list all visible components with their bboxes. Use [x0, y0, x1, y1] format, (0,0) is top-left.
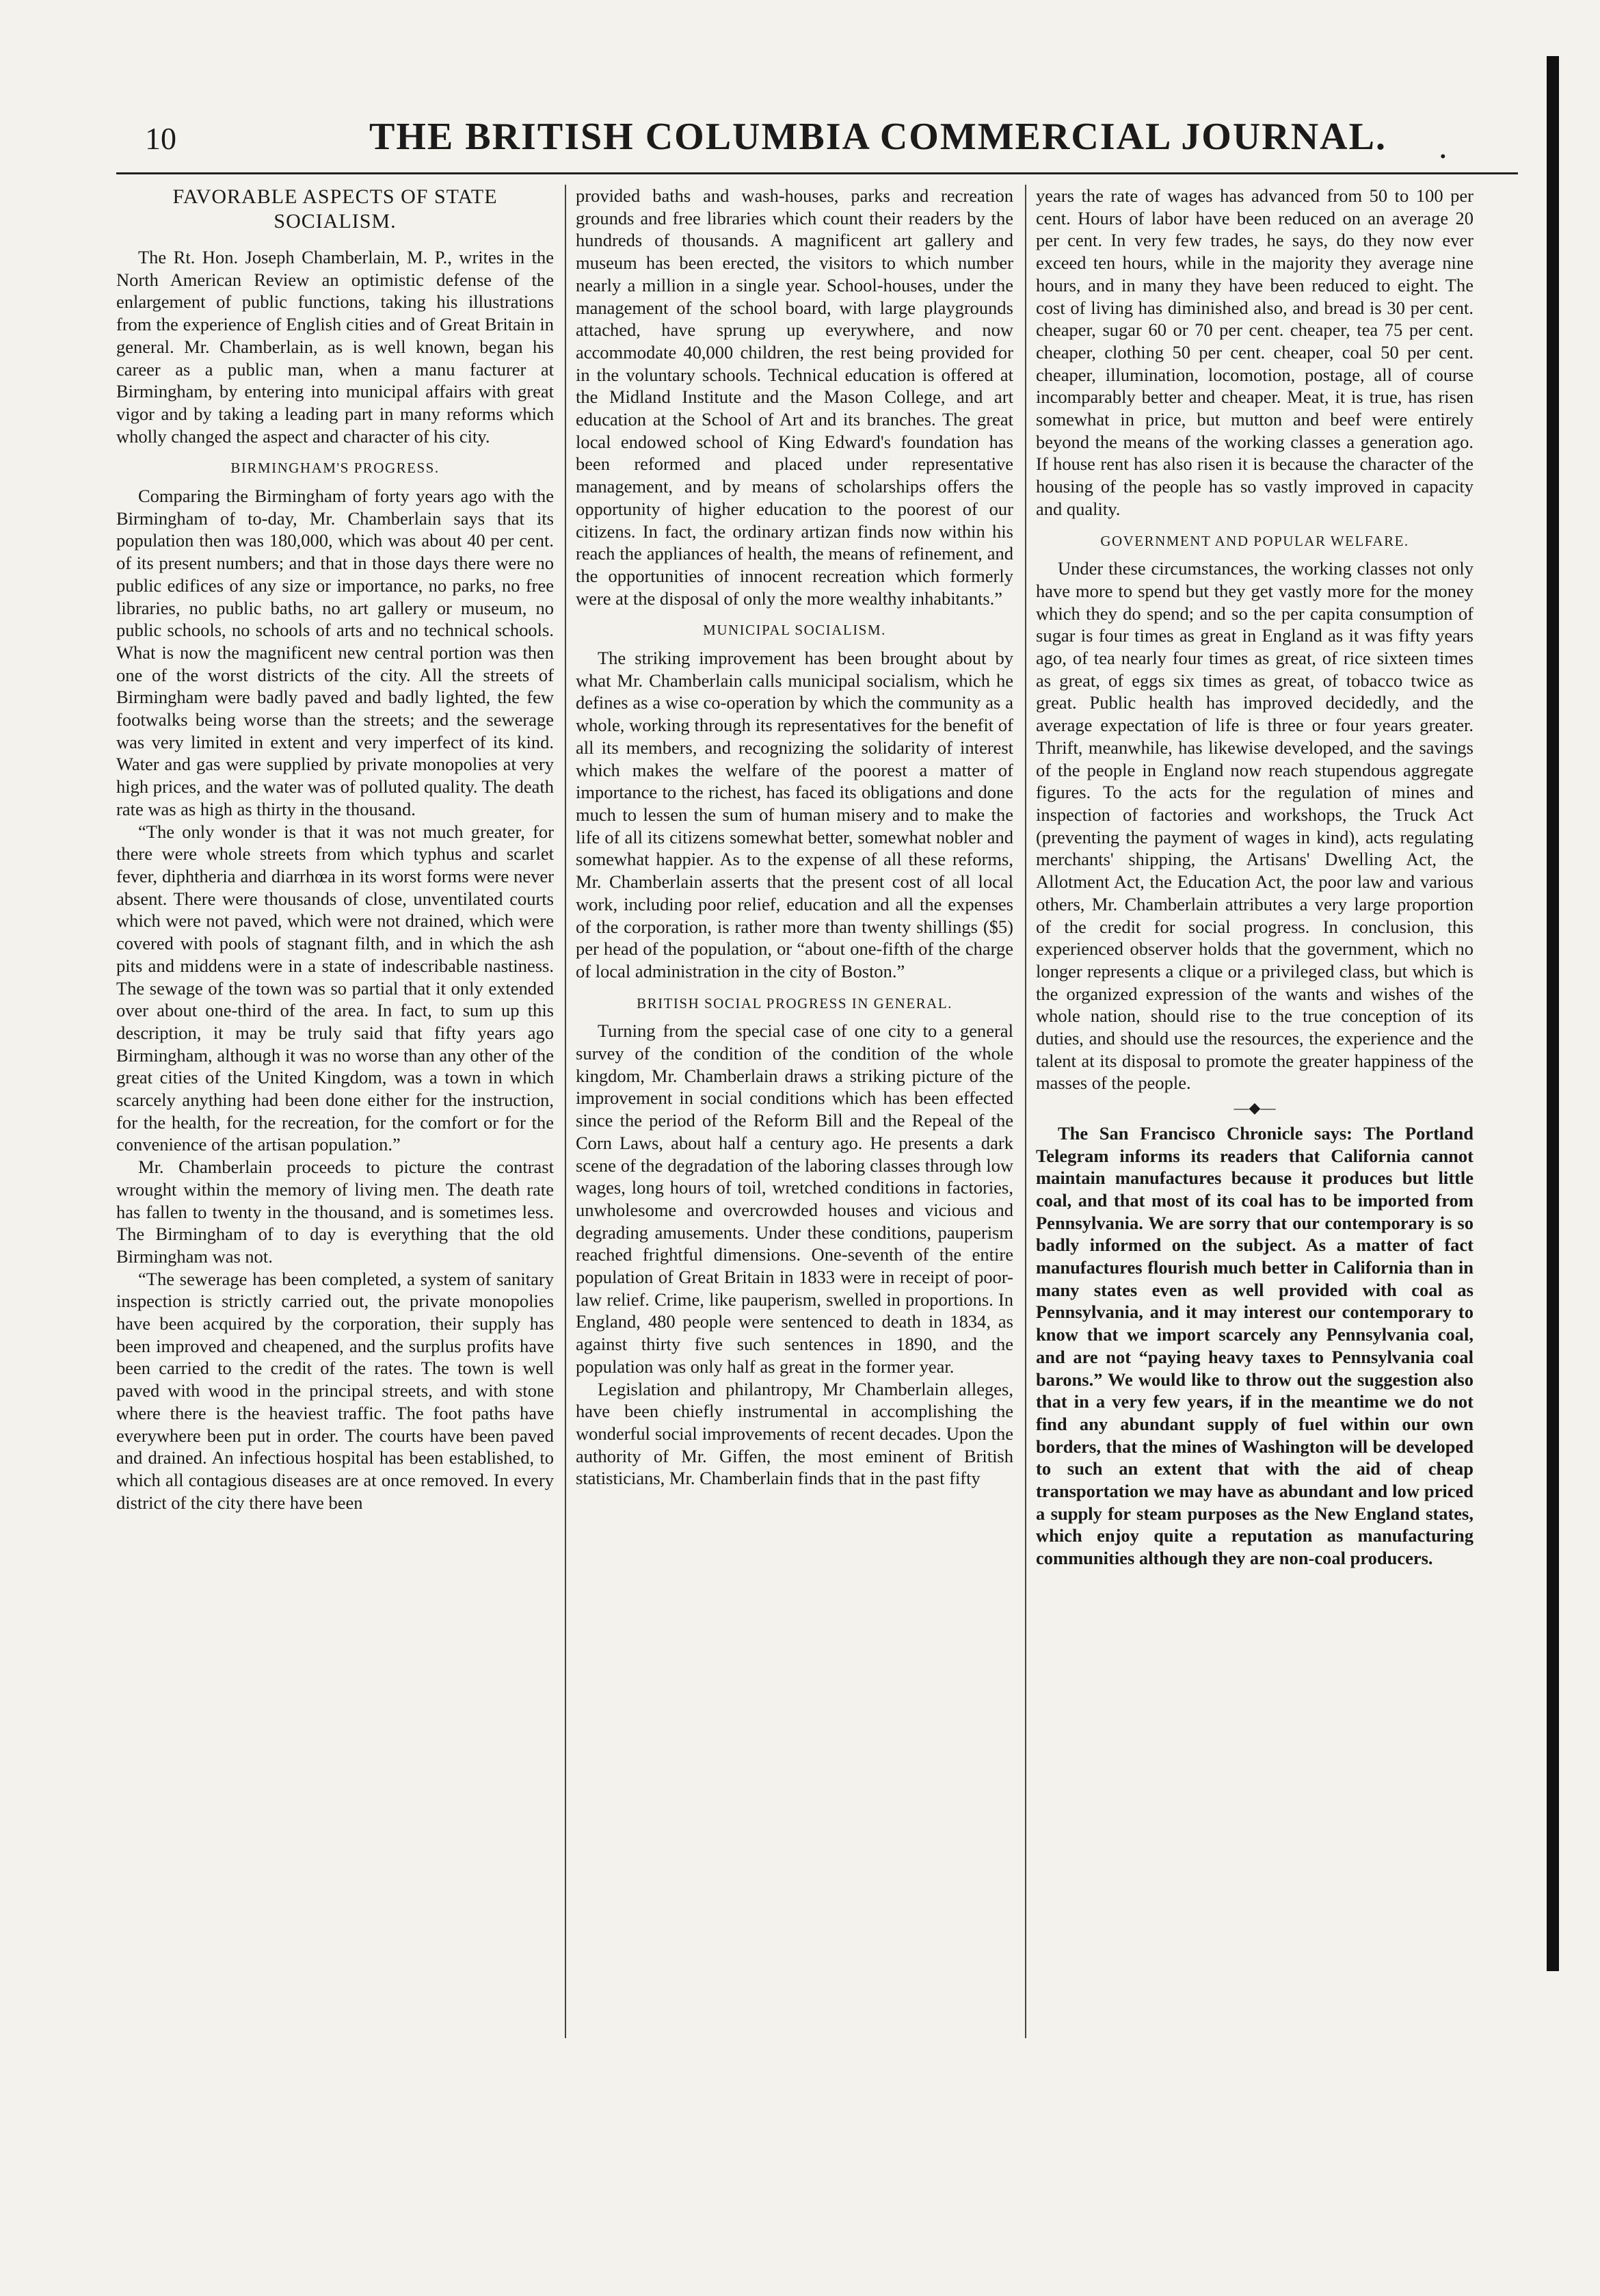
column-divider-2 [1025, 185, 1026, 2038]
subheading-birmingham-progress: BIRMINGHAM'S PROGRESS. [230, 460, 440, 477]
paragraph: Under these circumstances, the working classes not only have more to spend but they get vastly more for the money which they do spend; and so the per capita consumption of sugar is four times as great in England as it was fifty years ago, of tea nearly four times as great, of rice sixteen times as great, of eggs six times as great, of tobacco twice as great. Public health has improved decidedly, and the average expectation of life is three or four years greater. Thrift, meanwhile, has likewise developed, and the savings of the people in England now reach stupendous aggregate figures. To the acts for the regulation of mines and inspection of factories and workshops, the Truck Act (preventing the payment of wages in kind), acts regulating merchants' shipping, the Artisans' Dwelling Act, the Allotment Act, the Education Act, the poor law and various others, Mr. Chamberlain attributes a very large proportion of the credit for social progress. In conclusion, this experienced observer holds that the government, which no longer represents a clique or a privileged class, but which is the organized expression of the wants and wishes of the whole nation, should rise to the true conception of its duties, and should use the resources, the experience and the talent at its disposal to promote the greater happiness of the masses of the people. [1036, 558, 1474, 1094]
paragraph: Legislation and philantropy, Mr Chamberlain alleges, have been chiefly instrumental in accomplishing the wonderful social improvements of recent decades. Upon the authority of Mr. Giffen, the most eminent of British statisticians, Mr. Chamberlain finds that in the past fifty [576, 1378, 1013, 1489]
paragraph: The striking improvement has been brought about by what Mr. Chamberlain calls municipal socialism, which he defines as a wise co-operation by which the community as a whole, working through its representatives for the benefit of all its members, and recognizing the solidarity of interest which makes the welfare of the poorest a matter of importance to the richest, has faced its obligations and done much to lessen the sum of human misery and to make the life of all its citizens somewhat better, somewhat nobler and somewhat happier. As to the expense of all these reforms, Mr. Chamberlain asserts that the present cost of all local work, including poor relief, education and all the expenses of the corporation, is rather more than twenty shillings ($5) per head of the population, or “about one-fifth of the charge of local administration in the city of Boston.” [576, 648, 1013, 981]
column-3 [1036, 185, 1474, 1570]
subheading-government-welfare: GOVERNMENT AND POPULAR WELFARE. [1100, 532, 1409, 549]
article-intro: The Rt. Hon. Joseph Chamberlain, M. P., writes in the North American Review an optimistic defense of the enlargement of public functions, taking his illustrations from the experience of English cities and of Great Britain in general. Mr. Chamberlain, as is well known, began his career as a public man, when a manu facturer at Birmingham, by entering into municipal affairs with great vigor and by taking a leading part in many reforms which wholly changed the aspect and character of his city. [116, 247, 554, 447]
column-1 [116, 185, 554, 1514]
coal-article [1036, 1122, 1474, 1570]
header-rule [116, 172, 1518, 174]
masthead-title: THE BRITISH COLUMBIA COMMERCIAL JOURNAL. [369, 116, 1387, 158]
paragraph: The San Francisco Chronicle says: The Portland Telegram informs its readers that California cannot maintain manufactures because it produces but little coal, and that most of its coal has to be imported from Pennsylvania. We are sorry that our contemporary is so badly informed on the subject. As a matter of fact manufactures flourish much better in California than in many states even as well provided with coal as Pennsylvania, and it may interest our contemporary to know that we import scarcely any Pennsylvania coal, and are not “paying heavy taxes to Pennsylvania coal barons.” We would like to throw out the suggestion also that in a very few years, if in the meantime we do not find any abundant supply of fuel within our own borders, that the mines of Washington will be developed to such an extent that with the aid of cheap transportation we may have as abundant and low priced a supply for steam purposes as the New England states, which enjoy quite a reputation as manufacturing communities although they are non-coal producers. [1036, 1122, 1474, 1569]
article-separator: —◆— [1234, 1099, 1276, 1117]
subheading-british-social-progress: BRITISH SOCIAL PROGRESS IN GENERAL. [637, 994, 952, 1012]
page-number: 10 [145, 121, 176, 156]
subheading-municipal-socialism: MUNICIPAL SOCIALISM. [703, 622, 886, 639]
column-2 [576, 185, 1013, 1490]
paragraph: “The only wonder is that it was not much greater, for there were whole streets from which typhus and scarlet fever, diphtheria and diarrhœa in its worst forms were never absent. There were thousands of close, unventilated courts which were not paved, which were not drained, which were covered with pools of stagnant filth, and in which the ash pits and middens were in a state of indescribable nastiness. The sewage of the town was so partial that it only extended over about one-third of the area. In fact, to sum up this description, it may be truly said that fifty years ago Birmingham, although it was no worse than any other of the great cities of the United Kingdom, was a town in which scarcely anything had been done either for the instruction, for the health, for the recreation, for the comfort or for the convenience of the artisan population.” [116, 821, 554, 1155]
article-title: FAVORABLE ASPECTS OF STATE SOCIALISM. [172, 185, 498, 233]
header-dot: . [1438, 129, 1448, 166]
paragraph: provided baths and wash-houses, parks and recreation grounds and free libraries which count their readers by the hundreds of thousands. A magnificent art gallery and museum has been erected, the visitors to which number nearly a million in a single year. School-houses, under the management of the school board, with large playgrounds attached, have sprung up everywhere, and now accommodate 40,000 children, the rest being provided for in the voluntary schools. Technical education is offered at the Midland Institute and the Mason College, and art education at the School of Art and its branches. The great local endowed school of King Edward's foundation has been reformed and placed under representative management, and by means of scholarships offers the opportunity of higher education to the poorest of our citizens. In fact, the ordinary artizan finds now within his reach the appliances of health, the means of refinement, and the opportunities of innocent recreation which formerly were at the disposal of only the more wealthy inhabitants.” [576, 185, 1013, 609]
column-divider-1 [565, 185, 566, 2038]
page-header [0, 0, 1600, 178]
paragraph: “The sewerage has been completed, a system of sanitary inspection is strictly carried out, the private monopolies have been acquired by the corporation, their supply has been improved and cheapened, and the surplus profits have been carried to the credit of the rates. The town is well paved with wood in the principal streets, and with stone where there is the heaviest traffic. The foot paths have everywhere been put in order. The courts have been paved and drained. An infectious hospital has been established, to which all contagious diseases are at once removed. In every district of the city there have been [116, 1268, 554, 1513]
paragraph: years the rate of wages has advanced from 50 to 100 per cent. Hours of labor have been reduced on an average 20 per cent. In very few trades, he says, do they now ever exceed ten hours, while in the majority they average nine hours, and in many they have been reduced to eight. The cost of living has diminished also, and bread is 30 per cent. cheaper, sugar 60 or 70 per cent. cheaper, tea 75 per cent. cheaper, clothing 50 per cent. cheaper, coal 50 per cent. cheaper, illumination, locomotion, postage, all of course incomparably better and cheaper. Meat, it is true, has risen somewhat in price, but mutton and beef were entirely beyond the means of the working classes a generation ago. If house rent has also risen it is because the character of the housing of the people has so vastly improved in capacity and quality. [1036, 185, 1474, 519]
paragraph: Turning from the special case of one city to a general survey of the condition of the condition of the whole kingdom, Mr. Chamberlain draws a striking picture of the improvement in social conditions which has been effected since the period of the Reform Bill and the Repeal of the Corn Laws, about half a century ago. He presents a dark scene of the degradation of the laboring classes through low wages, long hours of toil, wretched conditions in factories, unwholesome and overcrowded houses and vicious and degrading amusements. Under these conditions, pauperism reached frightful dimensions. One-seventh of the entire population of Great Britain in 1833 were in receipt of poor-law relief. Crime, like pauperism, swelled in proportions. In England, 480 people were sentenced to death in 1834, as against thirty five such sentences in 1890, and the population was only half as great in the former year. [576, 1020, 1013, 1377]
paragraph: Mr. Chamberlain proceeds to picture the contrast wrought within the memory of living men. The death rate has fallen to twenty in the thousand, and is sometimes less. The Birmingham of to day is everything that the old Birmingham was not. [116, 1157, 554, 1267]
paragraph: Comparing the Birmingham of forty years ago with the Birmingham of to-day, Mr. Chamberlain says that its population then was 180,000, which was about 40 per cent. of its present numbers; and that in those days there were no public edifices of any size or importance, no parks, no free libraries, no public baths, no art gallery or museum, no public schools, no schools of arts and no technical schools. What is now the magnificent new central portion was then one of the worst districts of the city. All the streets of Birmingham were badly paved and badly lighted, the few footwalks being worse than the streets; and the sewerage was very limited in extent and very imperfect of its kind. Water and gas were supplied by private monopolies at very high prices, and the water was of polluted quality. The death rate was as high as thirty in the thousand. [116, 486, 554, 819]
binding-edge-bar [1547, 56, 1559, 1971]
